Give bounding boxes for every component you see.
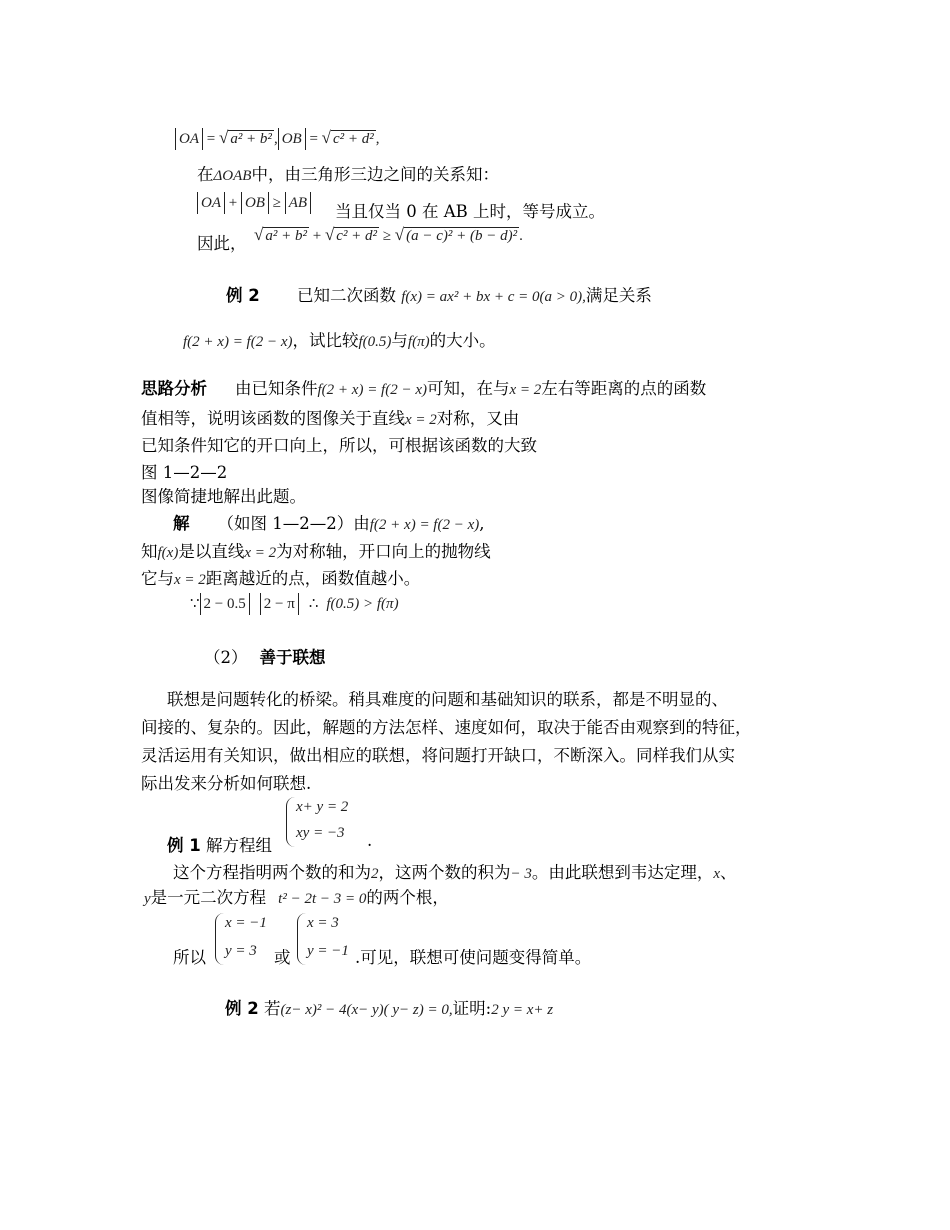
solution-l3-t1: 它与 [141, 569, 174, 588]
or-text: 或 [274, 948, 291, 967]
solution1-row-2: y = 3 [225, 943, 257, 959]
abs-2-minus-pi: 2 − π [260, 593, 299, 615]
radicand-3: (a − c)² + (b − d)² [406, 228, 518, 244]
ex1-e1-t3: 。由此联想到韦达定理， [531, 863, 714, 882]
f-half: f(0.5) [358, 334, 392, 350]
abs-ab: AB [285, 192, 311, 214]
section2-para-line3: 灵活运用有关知识，做出相应的联想，将问题打开缺口，不断深入。同样我们从实 [141, 746, 735, 765]
example2-condition [183, 330, 496, 353]
example1-statement [167, 835, 272, 857]
solution-system-2 [297, 913, 357, 967]
section2-para-line2: 间接的、复杂的。因此，解题的方法怎样、速度如何，取决于能否由观察到的特征， [141, 718, 752, 737]
quadratic-equation: t² − 2t − 3 = 0 [278, 891, 367, 907]
abs-ob-2: OB [241, 192, 269, 214]
radicand-2: c² + d² [336, 228, 378, 244]
solution-line2 [141, 541, 491, 564]
ex1-e1-t4: 、 [720, 863, 737, 882]
example2-label: 例 2 [226, 286, 260, 305]
ex1-e1-m3: x [713, 866, 721, 882]
example1-explain-line2 [144, 887, 449, 910]
solution-l1-m1: f(2 + x) = f(2 − x) [369, 517, 480, 533]
radicand-1: a² + b² [265, 228, 307, 244]
example2b-text1: 若 [263, 999, 281, 1018]
example2-text5: 的大小。 [429, 331, 496, 350]
analysis-l1-t1: 由已知条件 [235, 379, 318, 398]
therefore-end: . [519, 228, 523, 244]
because-symbol: ∵ [190, 596, 200, 612]
triangle-line [197, 164, 499, 187]
analysis-l2-t1: 值相等，说明该函数的图像关于直线 [141, 409, 405, 428]
radicand-ob: c² + d² [333, 131, 374, 147]
ex1-e2-m1: y [144, 891, 151, 907]
ex1-e2-t1: 是一元二次方程 [150, 888, 267, 907]
system-row-2: xy = −3 [296, 825, 345, 841]
ex1-e2-t2: 的两个根， [366, 888, 449, 907]
solution-l3-m1: x = 2 [174, 572, 206, 588]
solution-l2-m1: f(x) [157, 545, 179, 561]
analysis-line3: 已知条件知它的开口向上，所以，可根据该函数的大致 [141, 436, 537, 455]
solution-l3-t2: 距离越近的点，函数值越小。 [205, 569, 421, 588]
example2-text3: ，试比较 [292, 331, 359, 350]
solution-prefix: 所以 [173, 948, 206, 967]
ex1-e1-m2: − 3 [510, 866, 532, 882]
quadratic-function: f(x) = ax² + bx + c = 0(a > 0), [401, 289, 586, 305]
analysis-label: 思路分析 [141, 379, 207, 398]
radicand-oa: a² + b² [230, 131, 272, 147]
system-row-1: x+ y = 2 [296, 799, 349, 815]
solution1-row-1: x = −1 [225, 915, 267, 931]
f-pi: f(π) [407, 334, 430, 350]
tri-prefix: 在 [197, 165, 214, 184]
triangle-inequality: OA + OB ≥ AB [197, 191, 311, 214]
example1-text: 解方程组 [205, 836, 272, 855]
eq-sep: , [273, 131, 278, 147]
figure-caption: 图 1—2—2 [141, 463, 228, 482]
solution-l1-t2: , [479, 514, 485, 533]
solution-line1 [173, 513, 485, 536]
ex1-e1-m1: 2 [371, 866, 379, 882]
symmetry-condition: f(2 + x) = f(2 − x) [183, 334, 293, 350]
example2-text1: 已知二次函数 [296, 286, 396, 305]
example2-statement [226, 285, 652, 308]
example2-text2: 满足关系 [585, 286, 652, 305]
therefore-symbol: ∴ [308, 596, 319, 612]
example2b-condition: (z− x)² − 4(x− y)( y− z) = 0, [280, 1002, 453, 1018]
abs-ob: OB [278, 128, 306, 150]
abs-oa: OA [175, 128, 203, 150]
analysis-l2-m1: x = 2 [405, 412, 437, 428]
therefore-prefix: 因此， [197, 234, 247, 253]
solution-l2-t1: 知 [141, 542, 158, 561]
tri-text: 中，由三角形三边之间的关系知： [251, 165, 499, 184]
example2b-statement [225, 998, 553, 1021]
solution-line3 [141, 568, 420, 591]
eq-lengths: OA = √ a² + b² , OB = √ c² + d² , [175, 127, 380, 150]
solution-label: 解 [173, 514, 190, 533]
therefore-math: √ a² + b² + √ c² + d² ≥ √ (a − c)² + (b − d)² . [254, 225, 523, 244]
conclusion-text: .可见，联想可使问题变得简单。 [355, 948, 592, 967]
solution-system-1 [215, 913, 270, 967]
solution-l1-t1: （如图 1—2—2）由 [217, 514, 370, 533]
section2-number: （2） [204, 648, 248, 667]
solution-l2-t2: 是以直线 [178, 542, 245, 561]
analysis-l1-t3: 左右等距离的点的函数 [541, 379, 707, 398]
analysis-l1-t2: 可知，在与 [427, 379, 510, 398]
triangle-oab: ΔOAB [213, 168, 252, 184]
solution-l2-t3: 为对称轴，开口向上的抛物线 [276, 542, 491, 561]
example2b-goal: 2 y = x+ z [491, 1002, 554, 1018]
ex1-e1-t2: ，这两个数的积为 [378, 863, 511, 882]
example1-explain-line1 [173, 862, 737, 885]
eq-end: , [375, 131, 380, 147]
section2-heading [204, 647, 326, 669]
example1-label: 例 1 [167, 836, 201, 855]
solution2-row-1: x = 3 [307, 915, 339, 931]
therefore-line [197, 233, 247, 255]
equation-system [286, 797, 376, 849]
example2b-text2: 证明: [452, 999, 492, 1018]
analysis-line2 [141, 408, 519, 431]
analysis-l2-t2: 对称，又由 [436, 409, 520, 428]
abs-oa-2: OA [197, 192, 225, 214]
section2-title: 善于联想 [259, 648, 326, 667]
example2b-label: 例 2 [225, 999, 259, 1018]
comparison-result: f(0.5) > f(π) [326, 596, 399, 612]
solution-l2-m2: x = 2 [244, 545, 277, 561]
section2-para-line1: 联想是问题转化的桥梁。稍具难度的问题和基础知识的联系，都是不明显的、 [167, 690, 728, 709]
solution-line4 [190, 592, 399, 615]
analysis-line1 [141, 378, 706, 401]
solution2-row-2: y = −1 [307, 943, 349, 959]
ex1-e1-t1: 这个方程指明两个数的和为 [173, 863, 371, 882]
analysis-l1-m2: x = 2 [509, 382, 542, 398]
example1-end: . [367, 831, 373, 850]
equality-condition: 当且仅当 0 在 AB 上时，等号成立。 [335, 202, 606, 221]
analysis-l1-m1: f(2 + x) = f(2 − x) [317, 382, 427, 398]
abs-2-minus-half: 2 − 0.5 [200, 593, 250, 615]
section2-para-line4: 际出发来分析如何联想. [141, 774, 312, 793]
example2-text4: 与 [391, 331, 408, 350]
analysis-line5: 图像简捷地解出此题。 [141, 487, 306, 506]
